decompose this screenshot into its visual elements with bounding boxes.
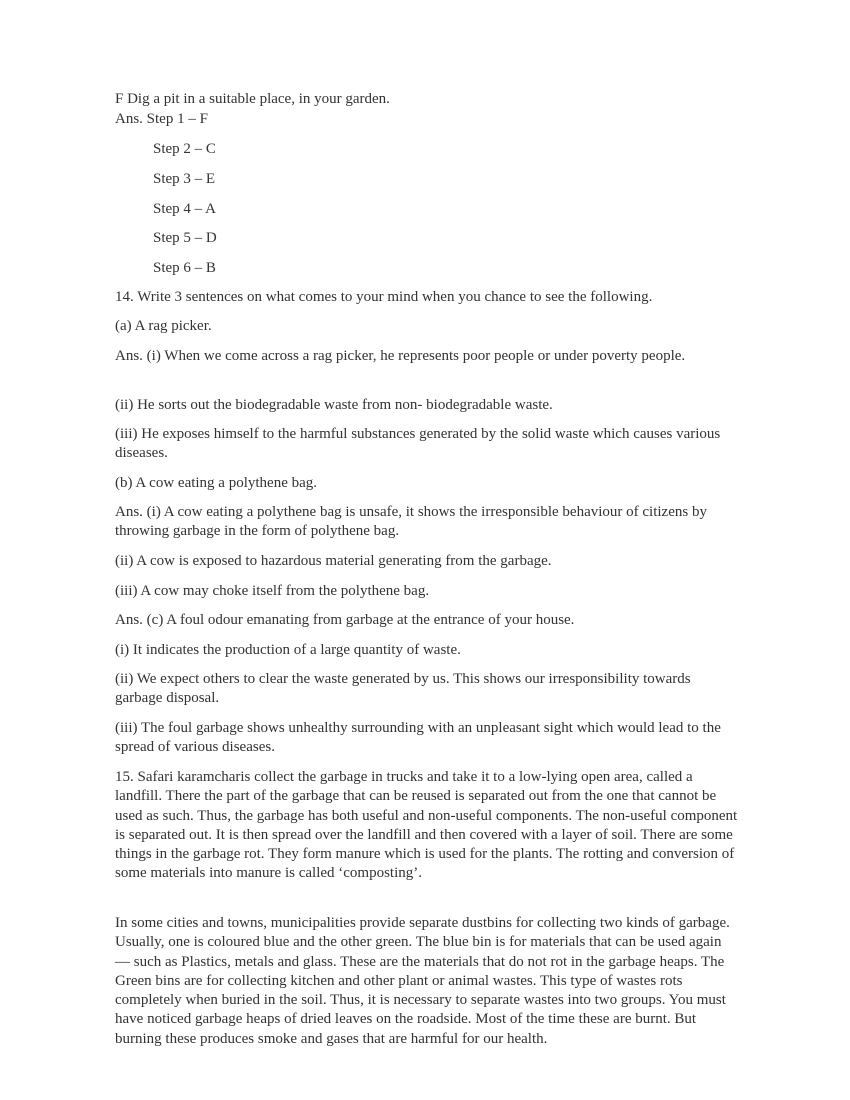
part-c-answer-2: (ii) We expect others to clear the waste generated by us. This shows our irresponsibility towards garbage disposal. bbox=[115, 671, 691, 707]
intro-step: F Dig a pit in a suitable place, in your garden. bbox=[115, 91, 390, 107]
part-c-answer-1: (i) It indicates the production of a large quantity of waste. bbox=[115, 642, 461, 658]
answer-step-6: Step 6 – B bbox=[153, 260, 216, 276]
answer-step-4: Step 4 – A bbox=[153, 201, 216, 217]
part-b-answer-3: (iii) A cow may choke itself from the polythene bag. bbox=[115, 583, 430, 599]
question-14: 14. Write 3 sentences on what comes to your mind when you chance to see the following. bbox=[115, 289, 653, 305]
answer-step-2: Step 2 – C bbox=[153, 141, 216, 157]
part-c-answer-3: (iii) The foul garbage shows unhealthy surrounding with an unpleasant sight which would lead to the spread of various diseases. bbox=[115, 720, 721, 756]
answer-step-5: Step 5 – D bbox=[153, 230, 217, 246]
part-a-answer-1: Ans. (i) When we come across a rag picker, he represents poor people or under poverty people. bbox=[115, 348, 686, 364]
part-b-title: (b) A cow eating a polythene bag. bbox=[115, 475, 318, 491]
part-a-title: (a) A rag picker. bbox=[115, 318, 212, 334]
closing-paragraph: In some cities and towns, municipalities provide separate dustbins for collecting two kinds of garbage. Usually, one is coloured blue and the other green. The blue bin is for materials that can be used again — such as Plastics, metals and glass. These are the materials that do not rot in the garbage heaps. The Green bins are for collecting kitchen and other plant or animal wastes. This type of wastes rots completely when buried in the soil. Thus, it is necessary to separate wastes into two groups. You must have noticed garbage heaps of dried leaves on the roadside. Most of the time these are burnt. But burning these produces smoke and gases that are harmful for our health. bbox=[115, 915, 730, 1047]
part-a-answer-2: (ii) He sorts out the biodegradable waste from non- biodegradable waste. bbox=[115, 397, 553, 413]
part-c-title: Ans. (c) A foul odour emanating from garbage at the entrance of your house. bbox=[115, 612, 575, 628]
answer-step-3: Step 3 – E bbox=[153, 171, 216, 187]
part-a-answer-3: (iii) He exposes himself to the harmful substances generated by the solid waste which causes various diseases. bbox=[115, 426, 721, 462]
question-15: 15. Safari karamcharis collect the garbage in trucks and take it to a low-lying open area, called a landfill. There the part of the garbage that can be reused is separated out from the one that cannot be used as such. Thus, the garbage has both useful and non-useful components. The non-useful component is separated out. It is then spread over the landfill and then covered with a layer of soil. There are some things in the garbage rot. They form manure which is used for the plants. The rotting and conversion of some materials into manure is called ‘composting’. bbox=[115, 769, 738, 882]
part-b-answer-2: (ii) A cow is exposed to hazardous material generating from the garbage. bbox=[115, 553, 552, 569]
part-b-answer-1: Ans. (i) A cow eating a polythene bag is unsafe, it shows the irresponsible behaviour of citizens by throwing garbage in the form of polythene bag. bbox=[115, 504, 707, 540]
answer-step-1: Ans. Step 1 – F bbox=[115, 111, 208, 127]
